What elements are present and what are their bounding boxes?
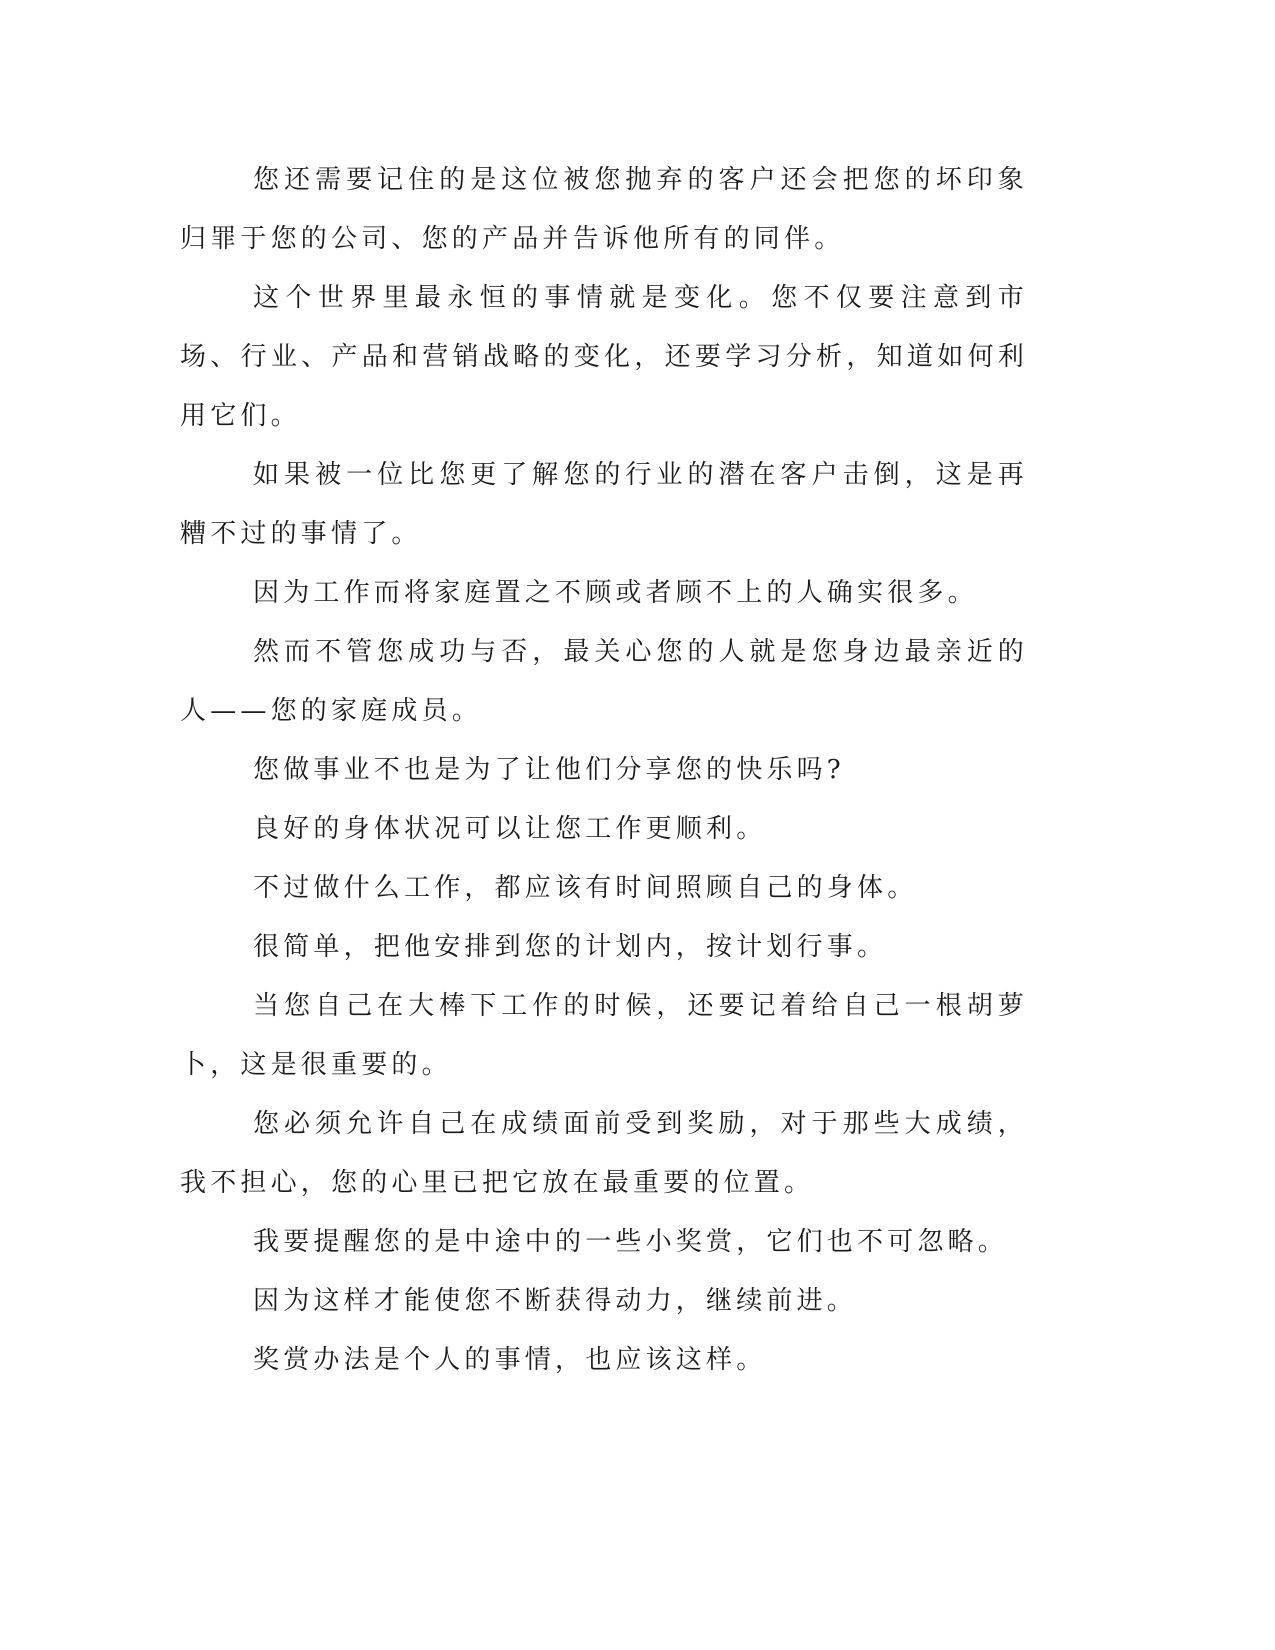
paragraph-3: 如果被一位比您更了解您的行业的潜在客户击倒，这是再糟不过的事情了。 (180, 460, 1028, 549)
paragraph-1: 您还需要记住的是这位被您抛弃的客户还会把您的坏印象归罪于您的公司、您的产品并告诉他所有的同伴。 (180, 165, 1028, 254)
paragraph-2: 这个世界里最永恒的事情就是变化。您不仅要注意到市场、行业、产品和营销战略的变化，还要学习分析，知道如何利用它们。 (180, 283, 1028, 431)
document-page (180, 151, 1028, 1390)
paragraph-12: 我要提醒您的是中途中的一些小奖赏，它们也不可忽略。 (253, 1227, 1009, 1257)
paragraph-9: 很简单，把他安排到您的计划内，按计划行事。 (253, 932, 888, 962)
paragraph-6: 您做事业不也是为了让他们分享您的快乐吗? (253, 755, 845, 785)
paragraph-5: 然而不管您成功与否，最关心您的人就是您身边最亲近的人——您的家庭成员。 (180, 637, 1028, 726)
paragraph-14: 奖赏办法是个人的事情，也应该这样。 (253, 1345, 767, 1375)
paragraph-11: 您必须允许自己在成绩面前受到奖励，对于那些大成绩，我不担心，您的心里已把它放在最重要的位置。 (180, 1109, 1028, 1198)
paragraph-10: 当您自己在大棒下工作的时候，还要记着给自己一根胡萝卜，这是很重要的。 (180, 991, 1028, 1080)
paragraph-8: 不过做什么工作，都应该有时间照顾自己的身体。 (253, 873, 918, 903)
paragraph-4: 因为工作而将家庭置之不顾或者顾不上的人确实很多。 (253, 578, 978, 608)
paragraph-13: 因为这样才能使您不断获得动力，继续前进。 (253, 1286, 858, 1316)
paragraph-7: 良好的身体状况可以让您工作更顺利。 (253, 814, 767, 844)
